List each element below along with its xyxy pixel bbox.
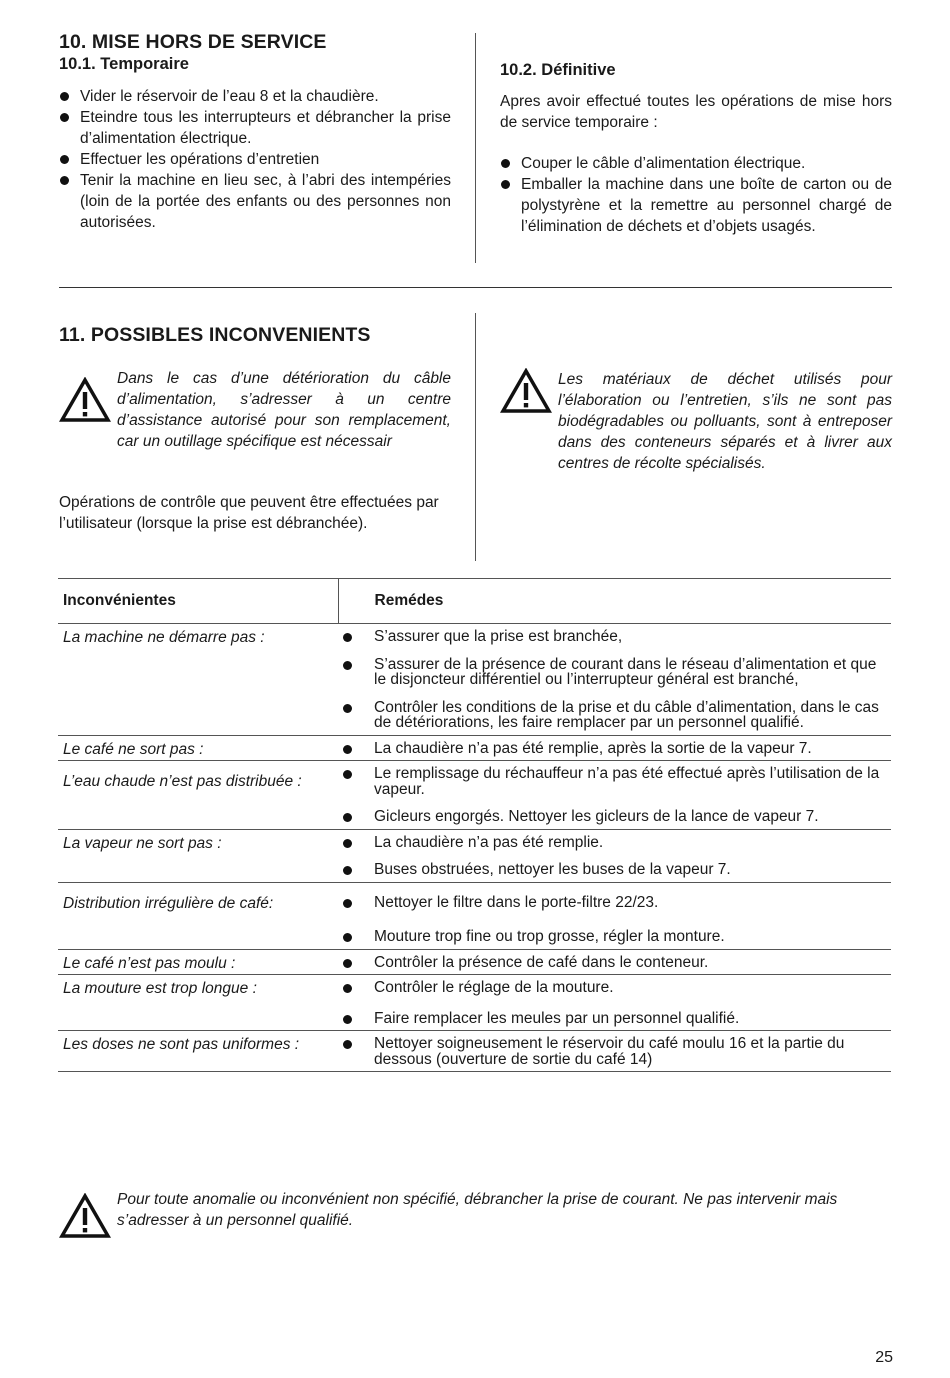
list-item: Effectuer les opérations d’entretien bbox=[59, 149, 451, 170]
remedy-item: S’assurer de la présence de courant dans le réseau d’alimentation et que le disjoncteur différentiel ou l’interrupteur général est branché, bbox=[343, 657, 891, 688]
remedy-item: Contrôler les conditions de la prise et du câble d’alimentation, dans le cas de détériorations, les faire remplacer par un personnel qualifié. bbox=[343, 700, 891, 731]
section-11-title: 11. POSSIBLES INCONVENIENTS bbox=[59, 324, 371, 346]
definitive-intro: Apres avoir effectué toutes les opérations de mise hors de service temporaire : bbox=[500, 93, 892, 131]
remedy-item: La chaudière n’a pas été remplie. bbox=[343, 835, 891, 851]
remedy-item: Faire remplacer les meules par un personnel qualifié. bbox=[343, 1011, 891, 1027]
remedy-cell bbox=[338, 624, 891, 736]
table-row bbox=[58, 624, 891, 736]
problem-cell: Le café ne sort pas : bbox=[58, 735, 338, 761]
warning-cable-text: Dans le cas d’une détérioration du câble d’alimentation, s’adresser à un centre d’assistance autorisé pour son remplacement, car un outillage spécifique est nécessair bbox=[117, 370, 451, 450]
remedy-item: S’assurer que la prise est branchée, bbox=[343, 629, 891, 645]
controls-intro: Opérations de contrôle que peuvent être effectuées par l’utilisateur (lorsque la prise est débranchée). bbox=[59, 494, 439, 532]
problem-cell: La mouture est trop longue : bbox=[58, 975, 338, 1031]
remedy-cell bbox=[338, 949, 891, 975]
problem-cell: Le café n’est pas moulu : bbox=[58, 949, 338, 975]
problem-cell: Les doses ne sont pas uniformes : bbox=[58, 1031, 338, 1072]
table-row bbox=[58, 735, 891, 761]
remedy-item: Contrôler le réglage de la mouture. bbox=[343, 980, 891, 996]
column-header-remedy: Remédes bbox=[338, 579, 891, 624]
column-divider bbox=[475, 313, 476, 561]
table-row bbox=[58, 975, 891, 1031]
remedy-cell bbox=[338, 882, 891, 949]
section-10-2-title: 10.2. Définitive bbox=[500, 61, 616, 79]
remedy-item: La chaudière n’a pas été remplie, après la sortie de la vapeur 7. bbox=[343, 741, 891, 757]
definitive-list bbox=[500, 153, 892, 237]
section-separator bbox=[59, 287, 892, 288]
table-row bbox=[58, 949, 891, 975]
list-item: Vider le réservoir de l’eau 8 et la chaudière. bbox=[59, 86, 451, 107]
list-item: Eteindre tous les interrupteurs et débrancher la prise d’alimentation électrique. bbox=[59, 107, 451, 149]
footer-warning-text: Pour toute anomalie ou inconvénient non spécifié, débrancher la prise de courant. Ne pas intervenir mais s’adresser à un personnel qualifié. bbox=[117, 1191, 838, 1229]
table-row bbox=[58, 1031, 891, 1072]
problem-cell: La machine ne démarre pas : bbox=[58, 624, 338, 736]
table-row bbox=[58, 882, 891, 949]
list-item: Couper le câble d’alimentation électrique. bbox=[500, 153, 892, 174]
remedy-cell bbox=[338, 735, 891, 761]
remedy-cell bbox=[338, 1031, 891, 1072]
table-row bbox=[58, 829, 891, 882]
warning-icon bbox=[59, 1193, 111, 1239]
remedy-item: Contrôler la présence de café dans le conteneur. bbox=[343, 955, 891, 971]
remedy-item: Buses obstruées, nettoyer les buses de la vapeur 7. bbox=[343, 862, 891, 878]
list-item: Tenir la machine en lieu sec, à l’abri des intempéries (loin de la portée des enfants ou des personnes non autorisées. bbox=[59, 170, 451, 233]
remedy-item: Nettoyer soigneusement le réservoir du café moulu 16 et la partie du dessous (ouverture de sortie du café 14) bbox=[343, 1036, 891, 1067]
remedy-cell bbox=[338, 761, 891, 830]
remedy-item: Nettoyer le filtre dans le porte-filtre 22/23. bbox=[343, 895, 891, 911]
list-item: Emballer la machine dans une boîte de carton ou de polystyrène et la remettre au personnel chargé de l’élimination de déchets et d’objets usagés. bbox=[500, 174, 892, 237]
problem-cell: L’eau chaude n’est pas distribuée : bbox=[58, 761, 338, 830]
section-10-1-title: 10.1. Temporaire bbox=[59, 55, 189, 73]
remedy-cell bbox=[338, 829, 891, 882]
troubleshooting-table bbox=[58, 578, 891, 1072]
remedy-item: Gicleurs engorgés. Nettoyer les gicleurs de la lance de vapeur 7. bbox=[343, 809, 891, 825]
warning-icon bbox=[59, 377, 111, 423]
table-header bbox=[58, 579, 891, 624]
warning-icon bbox=[500, 368, 552, 414]
remedy-cell bbox=[338, 975, 891, 1031]
column-header-problem: Inconvénientes bbox=[58, 579, 338, 624]
column-divider bbox=[475, 33, 476, 263]
temp-list bbox=[59, 86, 451, 233]
remedy-item: Mouture trop fine ou trop grosse, régler la monture. bbox=[343, 929, 891, 945]
problem-cell: La vapeur ne sort pas : bbox=[58, 829, 338, 882]
remedy-item: Le remplissage du réchauffeur n’a pas été effectué après l’utilisation de la vapeur. bbox=[343, 766, 891, 797]
section-10-title: 10. MISE HORS DE SERVICE bbox=[59, 31, 327, 53]
warning-waste-text: Les matériaux de déchet utilisés pour l’élaboration ou l’entretien, s’ils ne sont pas biodégradables ou polluants, sont à entreposer dans des conteneurs séparés et à livrer aux centres de récolte spécialisés. bbox=[558, 371, 892, 472]
page-number: 25 bbox=[875, 1349, 893, 1366]
problem-cell: Distribution irrégulière de café: bbox=[58, 882, 338, 949]
table-row bbox=[58, 761, 891, 830]
